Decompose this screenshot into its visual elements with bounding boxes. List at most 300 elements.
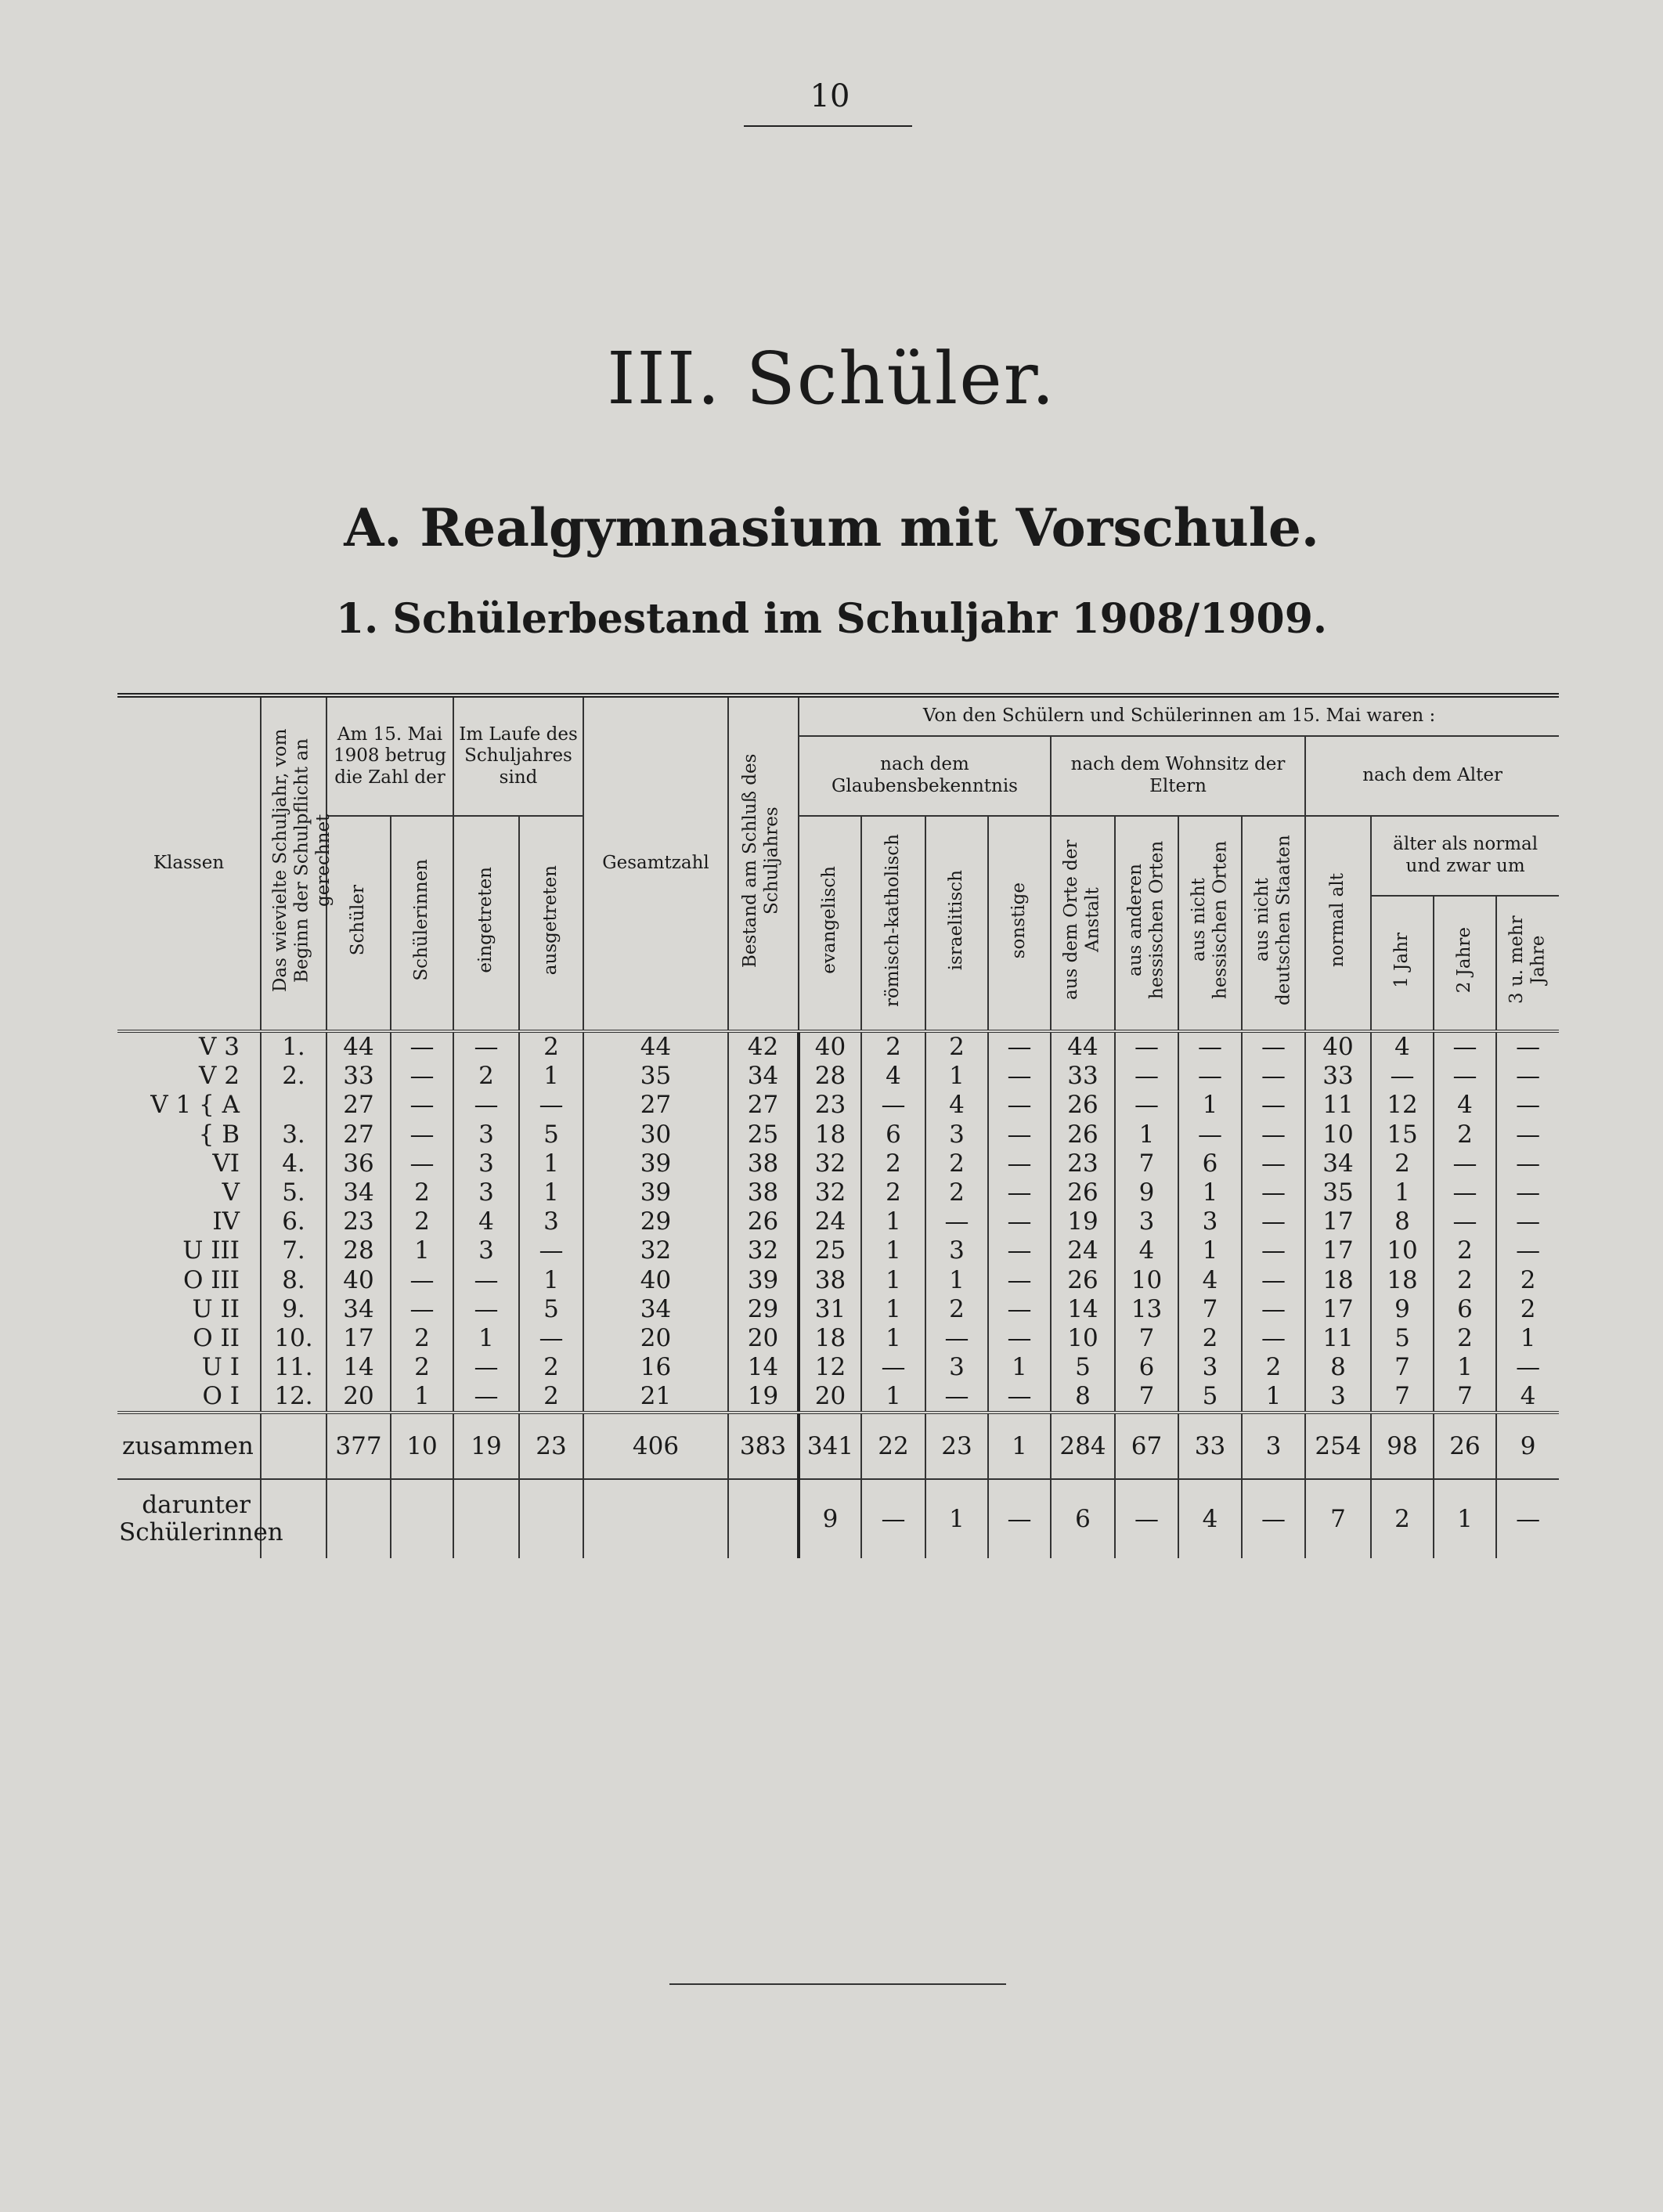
header-3-jahre: 3 u. mehr Jahre (1506, 915, 1549, 1005)
header-aelter: älter als normal und zwar um (1371, 816, 1559, 896)
table-cell: — (988, 1031, 1051, 1062)
header-nicht-hessisch: aus nicht hessischen Orten (1178, 816, 1242, 1031)
table-cell: 25 (728, 1120, 799, 1149)
table-cell: 1 (1242, 1382, 1305, 1413)
table-cell: 12. (261, 1382, 326, 1413)
table-cell: 29 (583, 1207, 728, 1236)
table-cell: 40 (326, 1266, 391, 1295)
table-cell: 4 (1434, 1091, 1496, 1120)
table-cell: — (988, 1062, 1051, 1091)
table-cell: 42 (728, 1031, 799, 1062)
table-cell: 20 (728, 1324, 799, 1353)
table-cell: 11 (1305, 1091, 1371, 1120)
header-am-15-mai: Am 15. Mai 1908 betrug die Zahl der (326, 695, 453, 816)
table-cell: — (1242, 1236, 1305, 1265)
table-cell: 9 (799, 1479, 861, 1558)
table-row (117, 1236, 1559, 1265)
table-cell: — (1242, 1295, 1305, 1324)
header-glaubensbekenntnis: nach dem Glaubensbekenntnis (799, 736, 1051, 816)
table-cell: 19 (453, 1413, 519, 1479)
table-cell: 9 (1115, 1178, 1178, 1207)
table-cell: 5 (1051, 1353, 1115, 1382)
table-cell: 6 (1434, 1295, 1496, 1324)
header-2-jahre: 2 Jahre (1434, 896, 1496, 1031)
table-cell: 3 (925, 1120, 988, 1149)
table-cell: 1 (988, 1413, 1051, 1479)
table-cell: 7 (1371, 1382, 1434, 1413)
table-cell: 17 (1305, 1236, 1371, 1265)
header-normal: normal alt (1305, 816, 1371, 1031)
table-cell: 4 (1178, 1266, 1242, 1295)
class-label: { B (117, 1120, 261, 1149)
table-cell: 38 (799, 1266, 861, 1295)
class-label: O II (117, 1324, 261, 1353)
table-cell: 2 (1434, 1266, 1496, 1295)
table-cell: 3 (925, 1236, 988, 1265)
table-cell: 7. (261, 1236, 326, 1265)
table-cell: 4 (925, 1091, 988, 1120)
table-cell: 4. (261, 1149, 326, 1178)
section-title: 1. Schülerbestand im Schuljahr 1908/1909. (336, 595, 1327, 643)
table-cell: — (988, 1178, 1051, 1207)
table-cell: 39 (583, 1178, 728, 1207)
table-cell: 40 (799, 1031, 861, 1062)
table-cell: 26 (1051, 1091, 1115, 1120)
table-cell: — (1434, 1149, 1496, 1178)
table-row (117, 1382, 1559, 1413)
table-cell: 1 (1178, 1178, 1242, 1207)
table-cell: — (391, 1295, 453, 1324)
table-cell: 2 (1520, 1265, 1536, 1294)
table-cell: 2 (861, 1031, 925, 1062)
table-row (117, 1353, 1559, 1382)
table-cell: 5. (261, 1178, 326, 1207)
table-cell: — (925, 1207, 988, 1236)
table-cell: 28 (799, 1062, 861, 1091)
girls-row (117, 1479, 1559, 1558)
table-cell: 2. (261, 1062, 326, 1091)
table-cell: 2 (519, 1382, 583, 1413)
table-cell: 19 (1051, 1207, 1115, 1236)
table-cell: 16 (583, 1353, 728, 1382)
table-cell (326, 1479, 391, 1558)
header-sonstige: sonstige (988, 816, 1051, 1031)
table-cell: 10 (1051, 1324, 1115, 1353)
table-row (117, 1178, 1559, 1207)
table-cell: 1 (1178, 1236, 1242, 1265)
table-cell: 9. (261, 1295, 326, 1324)
table-cell: 36 (326, 1149, 391, 1178)
class-label: U II (117, 1295, 261, 1324)
table-cell: 5 (519, 1295, 583, 1324)
table-cell: 26 (1051, 1266, 1115, 1295)
table-cell: 29 (728, 1295, 799, 1324)
student-statistics-table (117, 693, 1559, 1558)
table-cell: — (1242, 1324, 1305, 1353)
table-cell: 21 (583, 1382, 728, 1413)
table-cell: 15 (1371, 1120, 1434, 1149)
table-cell: 2 (1434, 1120, 1496, 1149)
class-label: V 3 (117, 1031, 261, 1062)
table-cell: — (1496, 1031, 1559, 1062)
table-cell: 3. (261, 1120, 326, 1149)
class-label: O I (117, 1382, 261, 1413)
table-cell: 3 (453, 1149, 519, 1178)
table-cell: 32 (799, 1149, 861, 1178)
table-cell: 1 (1434, 1479, 1496, 1558)
table-row (117, 1295, 1559, 1324)
table-cell: 2 (861, 1178, 925, 1207)
table-cell: — (1516, 1062, 1541, 1091)
table-cell: 7 (1115, 1324, 1178, 1353)
table-cell: 33 (326, 1062, 391, 1091)
table-cell: 2 (1371, 1479, 1434, 1558)
header-im-laufe: Im Laufe des Schuljahres sind (453, 695, 583, 816)
table-cell: — (1115, 1062, 1178, 1091)
table-cell: 33 (1305, 1062, 1371, 1091)
table-cell: 1 (453, 1324, 519, 1353)
table-cell (391, 1479, 453, 1558)
table-cell: 12 (1371, 1091, 1434, 1120)
table-cell: — (391, 1031, 453, 1062)
table-cell: — (1434, 1062, 1496, 1091)
table-cell: 20 (326, 1382, 391, 1413)
table-cell: 1 (391, 1236, 453, 1265)
table-cell: 3 (1178, 1353, 1242, 1382)
table-cell: — (1434, 1178, 1496, 1207)
table-cell: 6 (1115, 1353, 1178, 1382)
table-row (117, 1091, 1559, 1120)
table-cell: 8 (1305, 1353, 1371, 1382)
table-cell: 4 (1371, 1031, 1434, 1062)
table-cell: 6 (1051, 1479, 1115, 1558)
header-gesamtzahl: Gesamtzahl (583, 695, 728, 1031)
class-label: U III (117, 1236, 261, 1265)
table-cell: 18 (799, 1120, 861, 1149)
table-cell: — (1242, 1120, 1305, 1149)
table-cell: 3 (1115, 1207, 1178, 1236)
table-cell: — (1434, 1207, 1496, 1236)
table-cell (519, 1479, 583, 1558)
table-cell: 6 (1178, 1149, 1242, 1178)
table-cell: 27 (326, 1120, 391, 1149)
table-cell: 1 (519, 1149, 583, 1178)
table-cell: 40 (1305, 1031, 1371, 1062)
table-cell: 1 (1178, 1091, 1242, 1120)
table-cell: 7 (1115, 1149, 1178, 1178)
table-cell: 8 (1051, 1382, 1115, 1413)
header-schueler: Schüler (326, 816, 391, 1031)
table-cell: 2 (391, 1353, 453, 1382)
table-cell: 3 (1178, 1207, 1242, 1236)
table-cell: 1 (925, 1266, 988, 1295)
total-row (117, 1413, 1559, 1479)
table-cell: — (453, 1091, 519, 1120)
table-cell: 1 (861, 1324, 925, 1353)
table-cell: — (1242, 1207, 1305, 1236)
table-cell: 1. (261, 1031, 326, 1062)
table-cell: 30 (583, 1120, 728, 1149)
table-cell: 9 (1371, 1295, 1434, 1324)
table-cell: 33 (1051, 1062, 1115, 1091)
table-cell: — (453, 1353, 519, 1382)
table-cell: 7 (1115, 1382, 1178, 1413)
table-cell: 34 (583, 1295, 728, 1324)
table-cell: 22 (861, 1413, 925, 1479)
table-cell: 2 (1520, 1294, 1536, 1323)
table-cell (453, 1479, 519, 1558)
table-row (117, 1266, 1559, 1295)
table-cell: — (519, 1236, 583, 1265)
table-cell: — (861, 1479, 925, 1558)
table-cell: 44 (326, 1031, 391, 1062)
table-cell: — (988, 1149, 1051, 1178)
class-label: V 1 { A (117, 1091, 261, 1120)
table-cell: — (1516, 1353, 1541, 1382)
header-evangelisch: evangelisch (799, 816, 861, 1031)
table-cell: 23 (326, 1207, 391, 1236)
table-cell: — (519, 1091, 583, 1120)
table-cell: — (1242, 1031, 1305, 1062)
table-row (117, 1324, 1559, 1353)
table-cell: 8 (1371, 1207, 1434, 1236)
table-cell: 1 (861, 1236, 925, 1265)
table-cell: 67 (1115, 1413, 1178, 1479)
table-cell: — (391, 1266, 453, 1295)
header-von-den: Von den Schülern und Schülerinnen am 15. Mai waren : (799, 695, 1559, 736)
table-cell: 2 (391, 1324, 453, 1353)
table-cell: 31 (799, 1295, 861, 1324)
table-cell: 6 (861, 1120, 925, 1149)
table-cell: 3 (1305, 1382, 1371, 1413)
page-title: III. Schüler. (607, 337, 1056, 420)
table-cell: 1 (1371, 1178, 1434, 1207)
table-cell: 18 (1371, 1266, 1434, 1295)
table-row (117, 1120, 1559, 1149)
header-rule (744, 125, 912, 127)
table-cell: 10 (1115, 1266, 1178, 1295)
table-cell: 24 (1051, 1236, 1115, 1265)
table-cell: — (1516, 1207, 1541, 1236)
table-cell: — (391, 1091, 453, 1120)
table-cell: 17 (326, 1324, 391, 1353)
table-cell (728, 1479, 799, 1558)
table-cell: 98 (1371, 1413, 1434, 1479)
table-cell: 7 (1434, 1382, 1496, 1413)
table-cell: 14 (728, 1353, 799, 1382)
table-cell: — (1242, 1091, 1305, 1120)
table-cell: 4 (861, 1062, 925, 1091)
table-cell: 2 (453, 1062, 519, 1091)
table-cell (583, 1479, 728, 1558)
table-cell: — (1242, 1266, 1305, 1295)
table-cell: 32 (799, 1178, 861, 1207)
class-label: IV (117, 1207, 261, 1236)
table-cell: 5 (519, 1120, 583, 1149)
table-cell: — (988, 1382, 1051, 1413)
table-cell: 4 (1115, 1236, 1178, 1265)
table-cell: 11 (1305, 1324, 1371, 1353)
table-cell: 284 (1051, 1413, 1115, 1479)
table-cell: 27 (728, 1091, 799, 1120)
table-cell: 341 (799, 1413, 861, 1479)
header-schuelerinnen: Schülerinnen (391, 816, 453, 1031)
table-cell: 1 (861, 1266, 925, 1295)
table-cell: 44 (583, 1031, 728, 1062)
table-cell: — (1434, 1031, 1496, 1062)
header-wohnsitz: nach dem Wohnsitz der Eltern (1051, 736, 1305, 816)
table-cell: 2 (925, 1295, 988, 1324)
table-cell: — (453, 1295, 519, 1324)
table-cell: 4 (1520, 1382, 1536, 1411)
table-cell: — (453, 1266, 519, 1295)
header-1-jahr: 1 Jahr (1371, 896, 1434, 1031)
table-cell: 1 (1434, 1353, 1496, 1382)
table-cell: — (1242, 1062, 1305, 1091)
header-eingetreten: eingetreten (453, 816, 519, 1031)
table-cell: 3 (519, 1207, 583, 1236)
subtitle: A. Realgymnasium mit Vorschule. (344, 497, 1319, 558)
table-cell: 26 (1051, 1178, 1115, 1207)
header-klassen: Klassen (117, 695, 261, 1031)
table-cell: 1 (861, 1295, 925, 1324)
table-cell: 17 (1305, 1295, 1371, 1324)
table-cell: — (391, 1120, 453, 1149)
table-cell: — (1516, 1236, 1541, 1265)
header-nicht-deutsch: aus nicht deutschen Staaten (1242, 816, 1305, 1031)
table-cell: 7 (1371, 1353, 1434, 1382)
table-cell: — (861, 1353, 925, 1382)
table-cell: 34 (326, 1295, 391, 1324)
table-cell: 1 (519, 1062, 583, 1091)
table-cell: — (453, 1382, 519, 1413)
table-cell: 2 (1434, 1324, 1496, 1353)
table-cell: — (1516, 1091, 1541, 1120)
table-cell: 26 (728, 1207, 799, 1236)
table-cell: — (988, 1479, 1051, 1558)
table-cell: — (988, 1324, 1051, 1353)
table-cell: 1 (925, 1479, 988, 1558)
table-cell: 4 (1178, 1479, 1242, 1558)
table-cell: 28 (326, 1236, 391, 1265)
page-number: 10 (810, 78, 850, 114)
table-cell: 11. (261, 1353, 326, 1382)
table-cell: — (519, 1324, 583, 1353)
table-cell: 10 (1305, 1120, 1371, 1149)
table-row (117, 1031, 1559, 1062)
table-cell: 254 (1305, 1413, 1371, 1479)
table-cell: 7 (1305, 1479, 1371, 1558)
table-cell: 1 (1520, 1323, 1536, 1352)
table-cell: 3 (453, 1120, 519, 1149)
table-cell: 18 (799, 1324, 861, 1353)
table-cell: 23 (799, 1091, 861, 1120)
table-cell: 27 (583, 1091, 728, 1120)
table-cell: 35 (1305, 1178, 1371, 1207)
table-cell: 32 (583, 1236, 728, 1265)
table-cell: 5 (1371, 1324, 1434, 1353)
table-cell: 33 (1178, 1413, 1242, 1479)
table-cell: 10 (391, 1413, 453, 1479)
table-cell: — (1371, 1062, 1434, 1091)
table-cell: 34 (728, 1062, 799, 1091)
table-cell: 2 (1434, 1236, 1496, 1265)
table-cell: 34 (1305, 1149, 1371, 1178)
table-cell: 4 (453, 1207, 519, 1236)
table-cell: 34 (326, 1178, 391, 1207)
table-cell: 1 (1115, 1120, 1178, 1149)
table-cell: 2 (391, 1207, 453, 1236)
table-cell: 20 (799, 1382, 861, 1413)
table-cell: 1 (391, 1382, 453, 1413)
table-cell: 2 (925, 1178, 988, 1207)
table-cell: — (1178, 1120, 1242, 1149)
table-cell: — (861, 1091, 925, 1120)
header-andere-orte: aus anderen hessischen Orten (1115, 816, 1178, 1031)
table-cell: 3 (453, 1236, 519, 1265)
class-label: U I (117, 1353, 261, 1382)
header-ausgetreten: ausgetreten (519, 816, 583, 1031)
table-cell: — (1115, 1091, 1178, 1120)
table-cell: 10 (1371, 1236, 1434, 1265)
header-schuljahr: Das wievielte Schuljahr, vom Beginn der Schulpflicht an gerechnet (261, 695, 326, 1031)
table-cell: 23 (925, 1413, 988, 1479)
table-cell (261, 1091, 326, 1120)
table-cell: — (1115, 1479, 1178, 1558)
table-cell: — (1178, 1062, 1242, 1091)
header-katholisch: römisch-katholisch (861, 816, 925, 1031)
class-label: O III (117, 1266, 261, 1295)
table-cell: — (925, 1382, 988, 1413)
table-cell: 406 (583, 1413, 728, 1479)
table-cell: 26 (1051, 1120, 1115, 1149)
header-israelitisch: israelitisch (925, 816, 988, 1031)
table-cell: 38 (728, 1178, 799, 1207)
table-cell: 1 (861, 1382, 925, 1413)
table-cell: 35 (583, 1062, 728, 1091)
table-cell: 1 (925, 1062, 988, 1091)
table-cell: 26 (1434, 1413, 1496, 1479)
table-cell: 2 (925, 1149, 988, 1178)
class-label: V 2 (117, 1062, 261, 1091)
table-cell: 2 (861, 1149, 925, 1178)
table-cell: 20 (583, 1324, 728, 1353)
table-cell: 1 (988, 1353, 1051, 1382)
table-cell: 6. (261, 1207, 326, 1236)
table-cell: 40 (583, 1266, 728, 1295)
footer-rule (669, 1983, 1006, 1985)
table-cell: 10. (261, 1324, 326, 1353)
table-cell: 3 (453, 1178, 519, 1207)
table-cell: 1 (519, 1178, 583, 1207)
table-cell: 8. (261, 1266, 326, 1295)
table-cell: 23 (519, 1413, 583, 1479)
table-cell: — (988, 1120, 1051, 1149)
table-cell: 2 (519, 1353, 583, 1382)
table-cell: — (1242, 1479, 1305, 1558)
table-row (117, 1149, 1559, 1178)
table-cell: 18 (1305, 1266, 1371, 1295)
table-cell: 9 (1496, 1413, 1559, 1479)
table-cell: — (1516, 1504, 1541, 1533)
table-cell: 14 (1051, 1295, 1115, 1324)
table-cell: — (1516, 1149, 1541, 1178)
table-cell: — (925, 1324, 988, 1353)
table-cell: — (391, 1149, 453, 1178)
table-cell: 39 (728, 1266, 799, 1295)
total-label: zusammen (117, 1413, 261, 1479)
table-row (117, 1062, 1559, 1091)
